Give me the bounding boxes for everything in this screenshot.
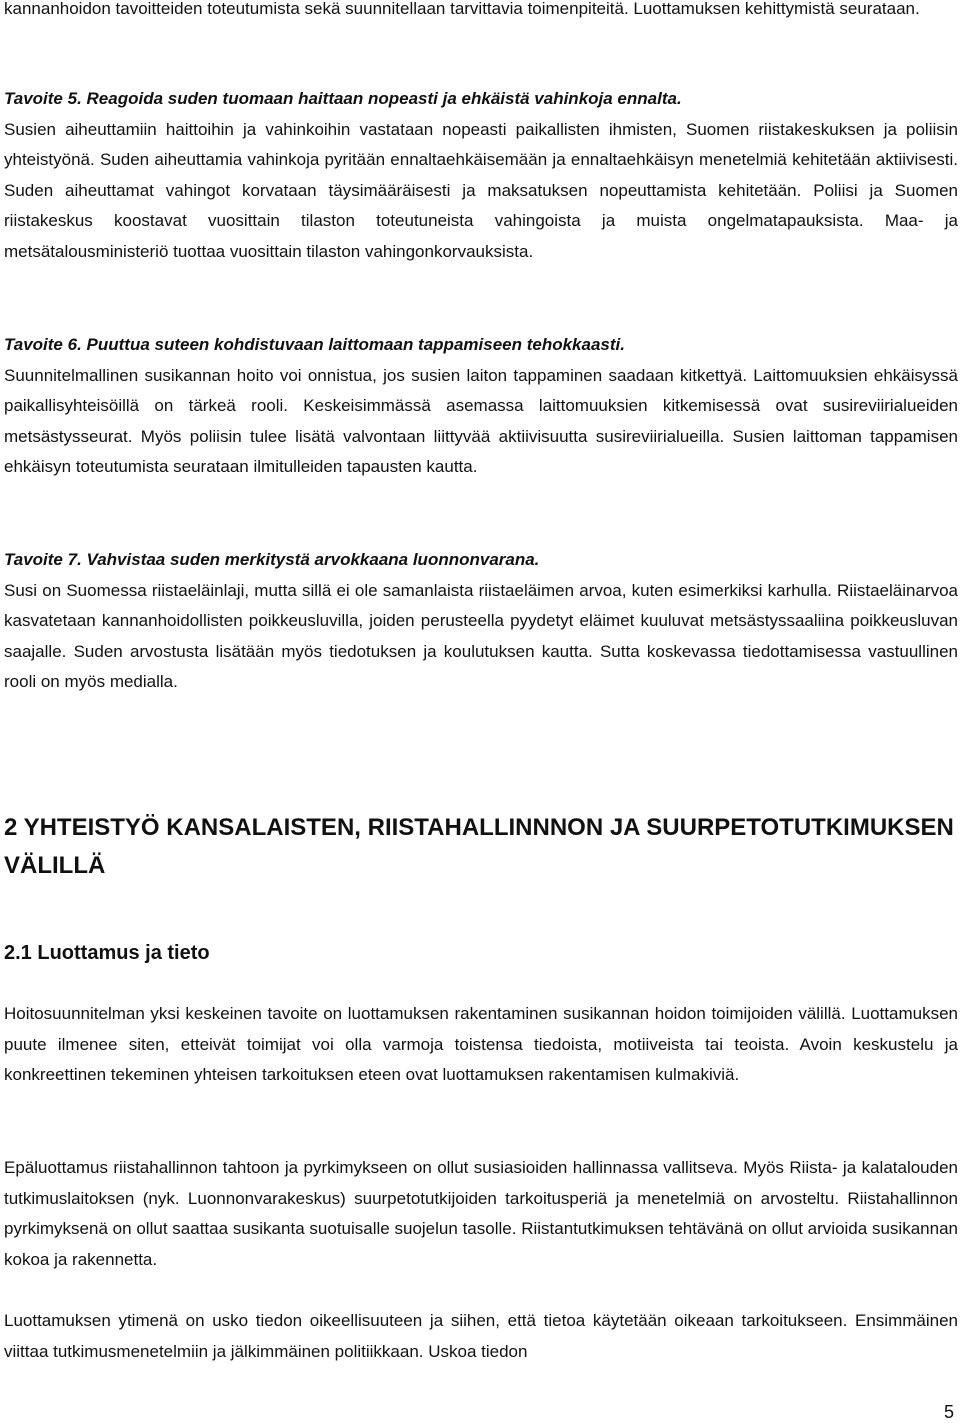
goal-7-text: Susi on Suomessa riistaeläinlaji, mutta sillä ei ole samanlaista riistaeläimen arvoa, kuten esimerkiksi karhulla. Riistaeläinarvoa kasvatetaan kannanhoidollisten poikkeusluvilla, joiden perusteella pyydetyt eläimet kuuluvat metsästyssaaliina poikkeusluvan saajalle. Suden arvostusta lisätään myös tiedotuksen ja koulutuksen kautta. Sutta koskevassa tiedottamisessa vastuullinen rooli on myös medialla. [4,580,958,692]
goal-6-block [4,330,958,483]
goal-5-text: Susien aiheuttamiin haittoihin ja vahinkoihin vastataan nopeasti paikallisten ihmisten, Suomen riistakeskuksen ja poliisin yhteistyönä. Suden aiheuttamia vahinkoja pyritään ennaltaehkäisemään ja ennaltaehkäisyn menetelmiä kehitetään aktiivisesti. Suden aiheuttamat vahingot korvataan täysimääräisesti ja maksatuksen nopeuttamista kehitetään. Poliisi ja Suomen riistakeskus koostavat vuosittain tilaston toteutuneista vahingoista ja muista ongelmatapauksista. Maa- ja metsätalousministeriö tuottaa vuosittain tilaston vahingonkorvauksista. [4,119,958,261]
intro-paragraph: kannanhoidon tavoitteiden toteutumista sekä suunnitellaan tarvittavia toimenpiteitä. Luottamuksen kehittymistä seurataan. [4,0,920,18]
section-title: 2.1 Luottamus ja tieto [4,942,210,964]
goal-5-heading: Tavoite 5. Reagoida suden tuomaan haittaan nopeasti ja ehkäistä vahinkoja ennalta. [4,89,682,108]
section-paragraph-3: Luottamuksen ytimenä on usko tiedon oikeellisuuteen ja siihen, että tietoa käytetään oikeaan tarkoitukseen. Ensimmäinen viittaa tutkimusmenetelmiin ja jälkimmäinen politiikkaan. Uskoa tiedon [4,1311,958,1361]
goal-7-heading: Tavoite 7. Vahvistaa suden merkitystä arvokkaana luonnonvarana. [4,550,540,569]
goal-6-heading: Tavoite 6. Puuttua suteen kohdistuvaan laittomaan tappamiseen tehokkaasti. [4,335,625,354]
goal-6-text: Suunnitelmallinen susikannan hoito voi onnistua, jos susien laiton tappaminen saadaan kitkettyä. Laittomuuksien ehkäisyssä paikallisyhteisöillä on tärkeä rooli. Keskeisimmässä asemassa laittomuuksien kitkemisessä ovat susireviirialueiden metsästysseurat. Myös poliisin tulee lisätä valvontaan liittyvää aktiivisuutta susireviirialueilla. Susien laittoman tappamisen ehkäisyn toteutumista seurataan ilmitulleiden tapausten kautta. [4,365,958,477]
chapter-title: 2 YHTEISTYÖ KANSALAISTEN, RIISTAHALLINNNON JA SUURPETOTUTKIMUKSEN VÄLILLÄ [4,814,954,879]
goal-7-block [4,545,958,698]
goal-5-block [4,84,958,268]
section-paragraph-1: Hoitosuunnitelman yksi keskeinen tavoite on luottamuksen rakentaminen susikannan hoidon toimijoiden välillä. Luottamuksen puute ilmenee siten, etteivät toimijat voi olla varmoja toistensa tiedoista, motiiveista tai teoista. Avoin keskustelu ja konkreettinen tekeminen yhteisen tarkoituksen eteen ovat luottamuksen rakentamisen kulmakiviä. [4,1004,958,1085]
page-number: 5 [943,1402,954,1422]
section-paragraph-2: Epäluottamus riistahallinnon tahtoon ja pyrkimykseen on ollut susiasioiden hallinnassa vallitseva. Myös Riista- ja kalatalouden tutkimuslaitoksen (nyk. Luonnonvarakeskus) suurpetotutkijoiden tarkoitusperiä ja menetelmiä on arvosteltu. Riistahallinnon pyrkimyksenä on ollut saattaa susikanta suotuisalle suojelun tasolle. Riistantutkimuksen tehtävänä on ollut arvioida susikannan kokoa ja rakennetta. [4,1158,958,1269]
